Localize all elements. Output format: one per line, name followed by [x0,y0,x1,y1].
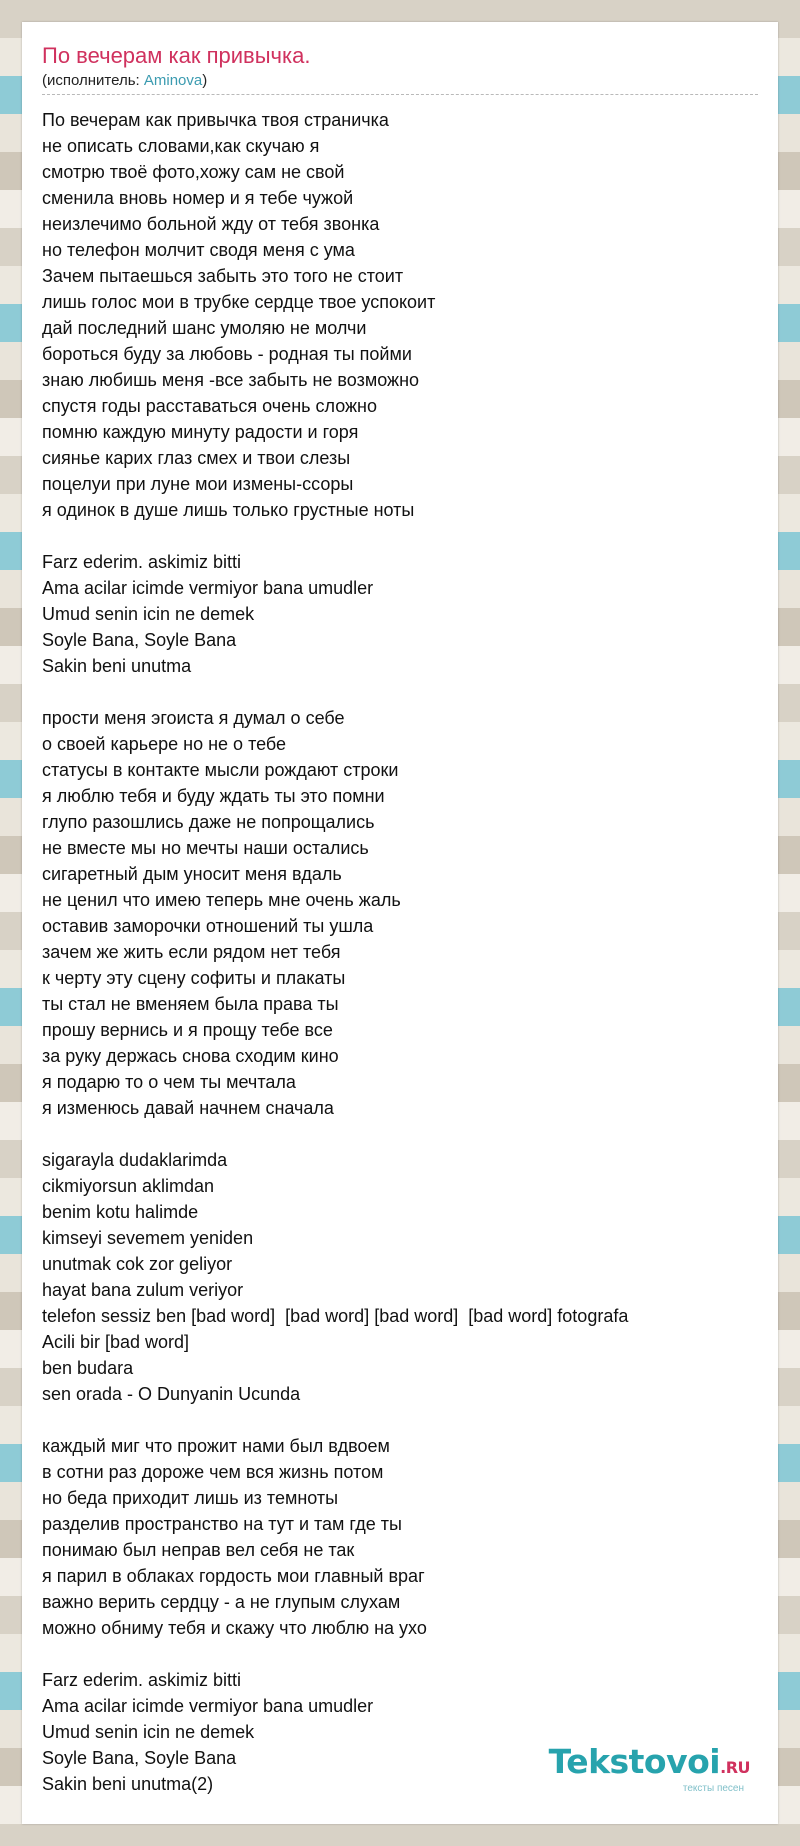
lyric-line: можно обниму тебя и скажу что люблю на ухо [42,1618,427,1638]
lyric-line: понимаю был неправ вел себя не так [42,1540,355,1560]
lyric-line [42,679,758,705]
lyric-line: смотрю твоё фото,хожу сам не свой [42,162,345,182]
lyric-line: cikmiyorsun aklimdan [42,1176,215,1196]
lyric-line [42,1641,758,1667]
lyric-line: я люблю тебя и буду ждать ты это помни [42,786,385,806]
lyric-line: ben budara [42,1358,134,1378]
lyric-line: знаю любишь меня -все забыть не возможно [42,370,420,390]
song-title: По вечерам как привычка. [42,43,311,68]
lyric-line: бороться буду за любовь - родная ты пойми [42,344,412,364]
lyric-line: сиянье карих глаз смех и твои слезы [42,448,351,468]
lyric-line: не вместе мы но мечты наши остались [42,838,369,858]
lyric-line: прости меня эгоиста я думал о себе [42,708,345,728]
lyrics-body [42,107,758,1797]
lyric-line: лишь голос мои в трубке сердце твое успокоит [42,292,436,312]
lyric-line: сигаретный дым уносит меня вдаль [42,864,342,884]
lyric-line: статусы в контакте мысли рождают строки [42,760,399,780]
lyric-line: я парил в облаках гордость мои главный враг [42,1566,425,1586]
lyric-line: каждый миг что прожит нами был вдвоем [42,1436,390,1456]
lyric-line [42,523,758,549]
lyric-line: важно верить сердцу - а не глупым слухам [42,1592,401,1612]
lyric-line: Зачем пытаешься забыть это того не стоит [42,266,404,286]
watermark-tld: .RU [720,1758,750,1777]
artist-link[interactable]: Aminova [143,72,203,89]
lyric-line: unutmak cok zor geliyor [42,1254,233,1274]
lyric-line: помню каждую минуту радости и горя [42,422,359,442]
lyric-line: Sakin beni unutma(2) [42,1774,214,1794]
artist-suffix: ) [202,72,208,89]
title-divider [42,94,758,95]
lyric-line: поцелуи при луне мои измены-ссоры [42,474,354,494]
lyric-line: Umud senin icin ne demek [42,604,255,624]
lyric-line: Farz ederim. askimiz bitti [42,552,242,572]
lyric-line: к черту эту сцену софиты и плакаты [42,968,346,988]
lyric-line: ты стал не вменяем была права ты [42,994,339,1014]
lyric-line: не ценил что имею теперь мне очень жаль [42,890,401,910]
lyric-line: оставив заморочки отношений ты ушла [42,916,374,936]
lyric-line: глупо разошлись даже не попрощались [42,812,375,832]
lyric-line: неизлечимо больной жду от тебя звонка [42,214,380,234]
lyric-line: hayat bana zulum veriyor [42,1280,244,1300]
lyric-line: Soyle Bana, Soyle Bana [42,1748,237,1768]
lyric-line: я одинок в душе лишь только грустные ноты [42,500,415,520]
lyric-line: sigarayla dudaklarimda [42,1150,228,1170]
artist-prefix: (исполнитель: [42,72,144,89]
lyric-line: в сотни раз дороже чем вся жизнь потом [42,1462,384,1482]
lyric-line: спустя годы расставаться очень сложно [42,396,378,416]
lyric-line: разделив пространство на тут и там где ты [42,1514,402,1534]
lyric-line: Sakin beni unutma [42,656,192,676]
lyric-line: не описать словами,как скучаю я [42,136,320,156]
lyric-line: зачем же жить если рядом нет тебя [42,942,341,962]
lyric-line [42,1407,758,1433]
lyric-line: sen orada - O Dunyanin Ucunda [42,1384,301,1404]
lyrics-card [22,22,778,1824]
lyric-line: Ama acilar icimde vermiyor bana umudler [42,578,374,598]
lyric-line: benim kotu halimde [42,1202,199,1222]
site-watermark [549,1744,750,1794]
lyric-line: дай последний шанс умоляю не молчи [42,318,367,338]
lyric-line: я изменюсь давай начнем сначала [42,1098,334,1118]
lyric-line: Soyle Bana, Soyle Bana [42,630,237,650]
lyric-line: прошу вернись и я прощу тебе все [42,1020,333,1040]
lyric-line: о своей карьере но не о тебе [42,734,287,754]
lyric-line: Acili bir [bad word] [42,1332,190,1352]
artist-line [42,71,758,90]
lyric-line: kimseyi sevemem yeniden [42,1228,254,1248]
lyric-line: Farz ederim. askimiz bitti [42,1670,242,1690]
watermark-brand: Tekstovoi [548,1742,721,1781]
lyric-line: но беда приходит лишь из темноты [42,1488,339,1508]
lyric-line: telefon sessiz ben [bad word] [bad word] [bad word] [bad word] fotografa [42,1306,629,1326]
lyric-line: я подарю то о чем ты мечтала [42,1072,296,1092]
lyric-line: Umud senin icin ne demek [42,1722,255,1742]
lyric-line: Ama acilar icimde vermiyor bana umudler [42,1696,374,1716]
lyric-line [42,1121,758,1147]
watermark-tagline: тексты песен [682,1783,744,1794]
lyric-line: но телефон молчит сводя меня с ума [42,240,355,260]
lyric-line: сменила вновь номер и я тебе чужой [42,188,354,208]
watermark-logo [549,1744,750,1786]
lyric-line: По вечерам как привычка твоя страничка [42,110,389,130]
lyric-line: за руку держась снова сходим кино [42,1046,339,1066]
